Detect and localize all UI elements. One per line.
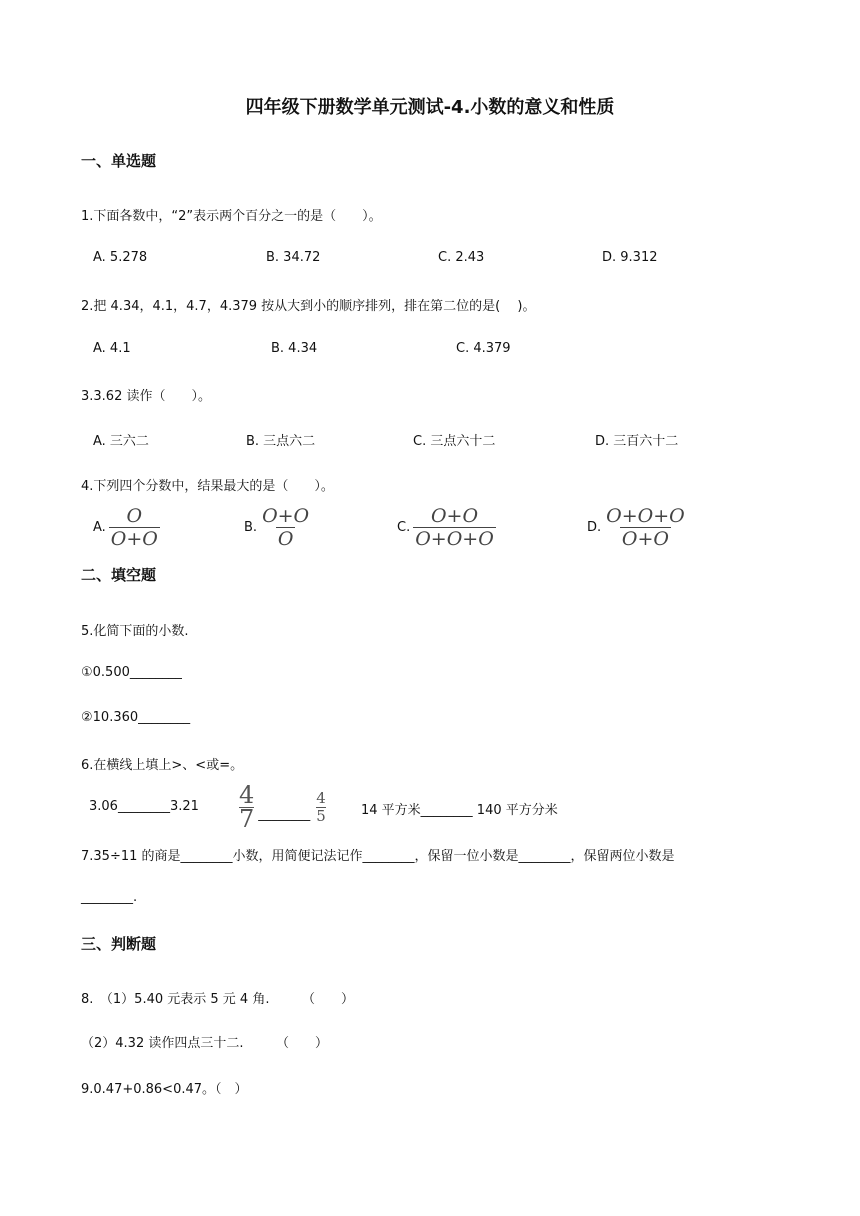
fraction-denominator: O+O bbox=[110, 528, 158, 550]
q5-item-2: ②10.360________ bbox=[81, 710, 191, 725]
question-2-text: 2.把 4.34，4.1，4.7，4.379 按从大到小的顺序排列，排在第二位的是( )。 bbox=[81, 299, 536, 314]
q3-option-c: C. 三点六十二 bbox=[413, 434, 496, 449]
q4-option-d bbox=[587, 506, 687, 549]
q6-blank: ________ bbox=[258, 807, 311, 822]
q2-option-a: A. 4.1 bbox=[93, 341, 131, 356]
q4-option-b-fraction bbox=[260, 506, 311, 549]
q5-item-1: ①0.500________ bbox=[81, 665, 182, 680]
fraction-numerator: O+O+O bbox=[606, 505, 685, 527]
q1-option-d: D. 9.312 bbox=[602, 250, 658, 265]
q3-option-a: A. 三六二 bbox=[93, 434, 149, 449]
page-title: 四年级下册数学单元测试-4.小数的意义和性质 bbox=[245, 97, 615, 118]
fraction-numerator: 4 bbox=[239, 781, 255, 809]
q4-option-a-fraction bbox=[109, 506, 160, 549]
q1-option-c: C. 2.43 bbox=[438, 250, 485, 265]
q4-option-d-fraction bbox=[604, 506, 687, 549]
q6-item-1: 3.06________3.21 bbox=[89, 799, 199, 814]
q1-option-b: B. 34.72 bbox=[266, 250, 321, 265]
question-1-text: 1.下面各数中，“2”表示两个百分之一的是（ ）。 bbox=[81, 209, 382, 224]
q4-option-a bbox=[93, 506, 160, 549]
section-heading-single-choice: 一、单选题 bbox=[81, 152, 157, 170]
fraction-denominator: O+O+O bbox=[415, 528, 494, 550]
q6-fraction-right bbox=[316, 790, 326, 825]
question-7-line-1: 7.35÷11 的商是________小数，用简便记法记作________，保留一位小数是________，保留两位小数是 bbox=[81, 849, 675, 864]
q6-item-3: 14 平方米________ 140 平方分米 bbox=[361, 803, 558, 818]
q4-option-b bbox=[244, 506, 311, 549]
q1-option-a: A. 5.278 bbox=[93, 250, 148, 265]
fraction-denominator: O+O bbox=[621, 528, 669, 550]
section-heading-judgment: 三、判断题 bbox=[81, 935, 157, 953]
fraction-numerator: 4 bbox=[316, 789, 326, 807]
section-heading-fill-blank: 二、填空题 bbox=[81, 566, 157, 584]
fraction-numerator: O+O bbox=[262, 505, 310, 527]
q3-option-d: D. 三百六十二 bbox=[595, 434, 679, 449]
q2-option-c: C. 4.379 bbox=[456, 341, 511, 356]
fraction-denominator: 7 bbox=[239, 805, 255, 833]
q3-option-b: B. 三点六二 bbox=[246, 434, 316, 449]
fraction-denominator: O bbox=[277, 528, 294, 550]
q4-option-b-label: B. bbox=[244, 520, 258, 535]
fraction-numerator: O+O bbox=[430, 505, 479, 527]
question-8-line-1: 8. （1）5.40 元表示 5 元 4 角. （ ） bbox=[81, 992, 354, 1007]
q4-option-c bbox=[397, 506, 496, 549]
q4-option-c-label: C. bbox=[397, 520, 411, 535]
q2-option-b: B. 4.34 bbox=[271, 341, 318, 356]
question-8-line-2: （2）4.32 读作四点三十二. （ ） bbox=[81, 1036, 328, 1051]
question-5-text: 5.化简下面的小数. bbox=[81, 624, 189, 639]
question-9-text: 9.0.47+0.86<0.47。（ ） bbox=[81, 1082, 248, 1097]
q6-fraction-left bbox=[239, 781, 255, 833]
question-7-line-2: ________. bbox=[81, 890, 138, 905]
q4-option-d-label: D. bbox=[587, 520, 602, 535]
question-6-text: 6.在横线上填上>、<或=。 bbox=[81, 758, 244, 773]
question-3-text: 3.3.62 读作（ ）。 bbox=[81, 389, 211, 404]
question-4-text: 4.下列四个分数中，结果最大的是（ ）。 bbox=[81, 479, 334, 494]
fraction-denominator: 5 bbox=[316, 807, 326, 825]
q4-option-c-fraction bbox=[413, 506, 496, 549]
fraction-numerator: O bbox=[126, 505, 143, 527]
q4-option-a-label: A. bbox=[93, 520, 106, 535]
q6-item-2 bbox=[239, 781, 326, 833]
